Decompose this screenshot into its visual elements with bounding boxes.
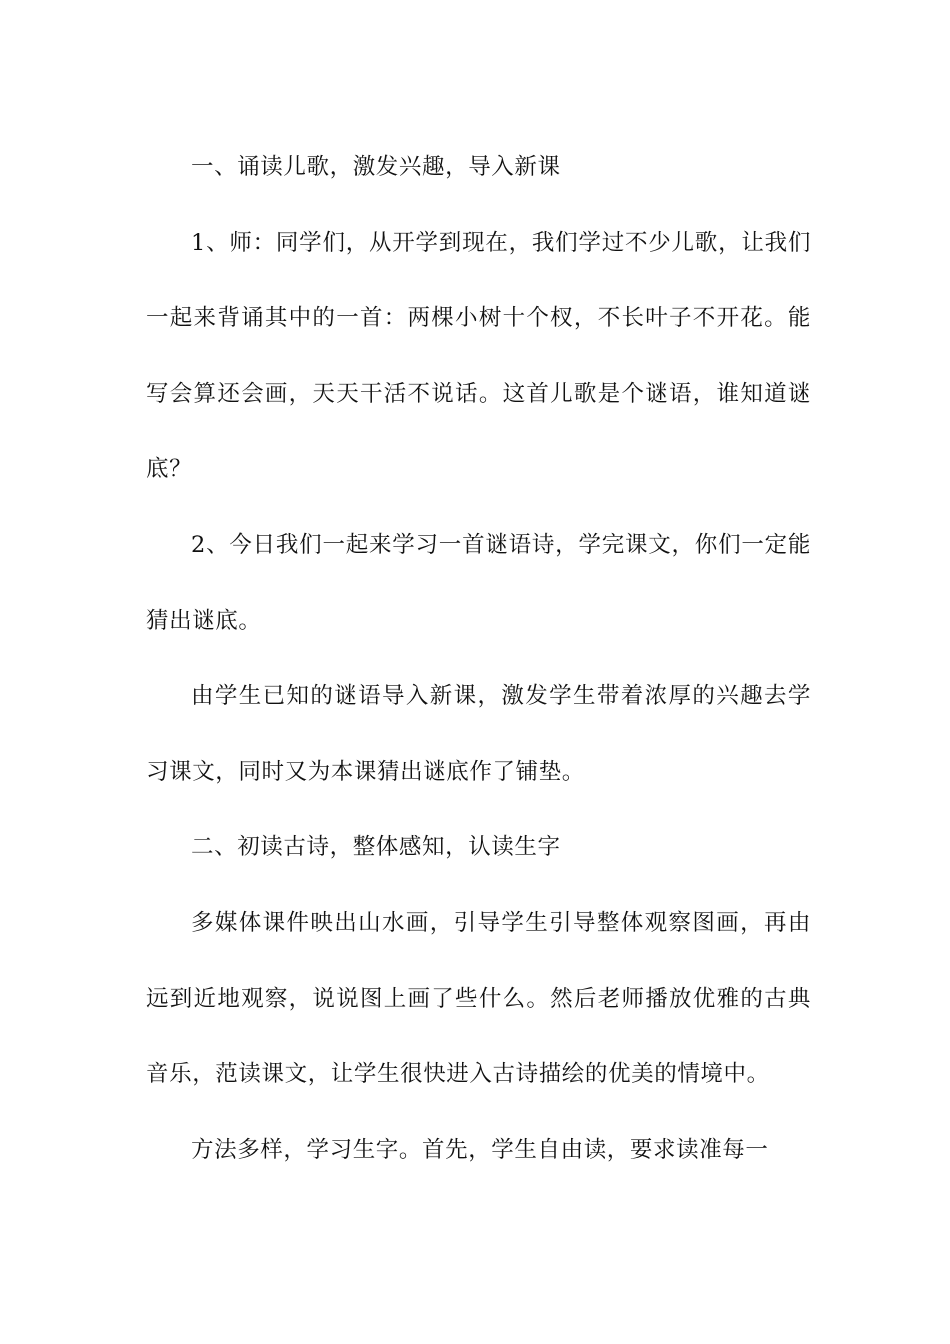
- section-heading-1: 一、诵读儿歌，激发兴趣，导入新课: [191, 154, 561, 180]
- document-body: [146, 130, 811, 1188]
- paragraph-rationale: 由学生已知的谜语导入新课，激发学生带着浓厚的兴趣去学习课文，同时又为本课猜出谜底作了铺垫。: [146, 683, 811, 785]
- paragraph-teacher-intro: 1、师：同学们，从开学到现在，我们学过不少儿歌，让我们一起来背诵其中的一首：两棵小树十个杈，不长叶子不开花。能写会算还会画，天天干活不说话。这首儿歌是个谜语，谁知道谜底？: [146, 229, 811, 483]
- paragraph-methods: 方法多样，学习生字。首先，学生自由读，要求读准每一: [191, 1136, 769, 1163]
- paragraph-riddle-poem: 2、今日我们一起来学习一首谜语诗，学完课文，你们一定能猜出谜底。: [146, 531, 811, 634]
- section-heading-2: 二、初读古诗，整体感知，认读生字: [191, 834, 561, 861]
- paragraph-multimedia: 多媒体课件映出山水画，引导学生引导整体观察图画，再由远到近地观察，说说图上画了些什么。然后老师播放优雅的古典音乐，范读课文，让学生很快进入古诗描绘的优美的情境中。: [146, 909, 811, 1088]
